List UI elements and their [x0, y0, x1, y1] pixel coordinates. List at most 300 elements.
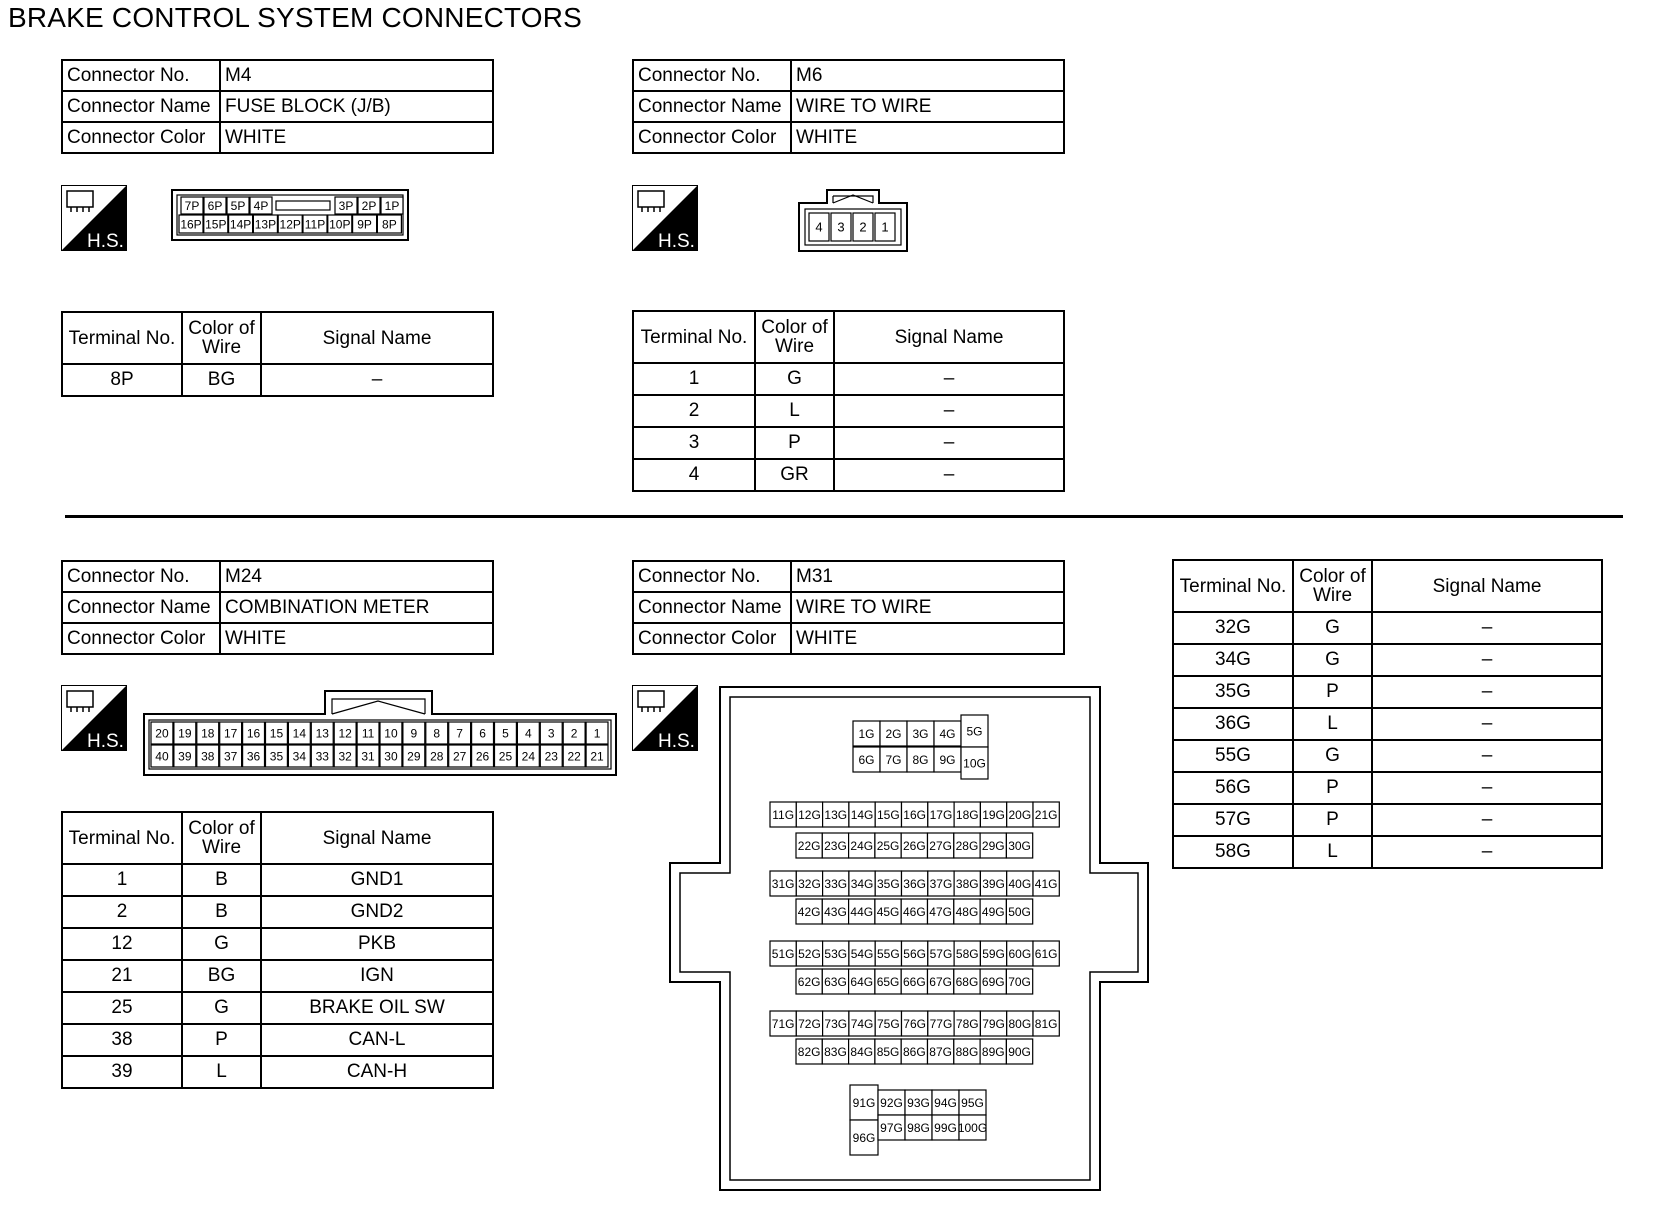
wire-color-cell: P [1293, 676, 1372, 708]
header-signal-name: Signal Name [834, 311, 1064, 363]
pin-label: 8G [912, 752, 929, 767]
connector-pin [278, 215, 302, 233]
label-connector-no: Connector No. [62, 561, 220, 592]
connector-pin [954, 899, 980, 924]
pin-label: 33 [315, 749, 329, 764]
pin-label: 20G [1008, 807, 1032, 822]
pin-label: 54G [850, 946, 874, 961]
signal-name-cell: GND2 [261, 896, 493, 928]
signal-name-cell: – [834, 363, 1064, 395]
connector-pin [901, 899, 927, 924]
wire-color-cell: GR [755, 459, 834, 491]
connector-pin [380, 722, 402, 744]
pin-label: 56G [903, 946, 926, 961]
pin-label: 82G [797, 1044, 821, 1059]
page-title: BRAKE CONTROL SYSTEM CONNECTORS [8, 2, 583, 33]
terminal-no-cell: 36G [1173, 708, 1293, 740]
pin-label: 23 [544, 749, 558, 764]
pin-label: 90G [1008, 1044, 1031, 1059]
connector-pin [875, 899, 901, 924]
connector-pin [381, 197, 403, 214]
wire-color-cell: G [1293, 740, 1372, 772]
pin-label: 27 [452, 749, 467, 764]
header-color-of-wire: Color of Wire [182, 312, 261, 364]
pin-label: 5G [966, 724, 983, 739]
connector-pin [875, 213, 895, 241]
connector-pin [954, 1011, 980, 1036]
signal-name-cell: – [1372, 836, 1602, 868]
terminal-no-cell: 1 [62, 864, 182, 896]
header-terminal-no: Terminal No. [62, 312, 182, 364]
pin-label: 35 [269, 749, 284, 764]
terminal-no-cell: 58G [1173, 836, 1293, 868]
pin-label: 26 [475, 749, 490, 764]
pin-label: 26G [903, 838, 926, 853]
wire-color-cell: B [182, 896, 261, 928]
connector-pin [822, 969, 848, 994]
signal-name-cell: – [1372, 676, 1602, 708]
connector-pin [809, 213, 829, 241]
signal-name-cell: – [1372, 708, 1602, 740]
connector-pin [334, 745, 356, 767]
pin-label: 13P [254, 217, 277, 232]
connector-pin [796, 802, 822, 827]
connector-pin [243, 745, 265, 767]
connector-pin [770, 941, 796, 966]
pin-label: 21 [590, 749, 604, 764]
table-row [1173, 804, 1602, 836]
connector-pin [954, 833, 980, 858]
header-signal-name: Signal Name [261, 812, 493, 864]
connector-pin [357, 722, 379, 744]
pin-label: 34 [292, 749, 307, 764]
pin-label: 13 [315, 726, 329, 741]
connector-pin [928, 941, 954, 966]
connector-name-value: COMBINATION METER [220, 592, 493, 623]
signal-name-cell: – [1372, 740, 1602, 772]
signal-name-cell: – [834, 459, 1064, 491]
terminal-no-cell: 38 [62, 1024, 182, 1056]
connector-pin [328, 215, 352, 233]
connector-pin [980, 899, 1006, 924]
pin-label: 78G [955, 1016, 979, 1031]
pin-label: 10 [384, 726, 398, 741]
table-row [633, 459, 1064, 491]
connector-pin [517, 745, 539, 767]
connector-pin [901, 1039, 927, 1064]
pin-label: 9 [410, 726, 418, 741]
connector-pin [831, 213, 851, 241]
pin-label: 73G [824, 1016, 848, 1031]
pin-label: 58G [955, 946, 979, 961]
connector-pin [1006, 833, 1032, 858]
hs-label: H.S. [87, 231, 124, 251]
pin-label: 91G [852, 1095, 876, 1110]
pin-label: 89G [981, 1044, 1005, 1059]
connector-pin [823, 941, 849, 966]
signal-name-cell: BRAKE OIL SW [261, 992, 493, 1024]
connector-pin [901, 833, 927, 858]
pin-label: 8 [433, 726, 441, 741]
connector-pin [174, 722, 196, 744]
connector-pin [875, 802, 901, 827]
label-connector-name: Connector Name [633, 91, 791, 122]
connector-pin [563, 722, 585, 744]
pin-label: 24G [850, 838, 874, 853]
connector-pin [204, 215, 228, 233]
header-terminal-no: Terminal No. [633, 311, 755, 363]
header-signal-name: Signal Name [1372, 560, 1602, 612]
connector-pin [770, 802, 796, 827]
pin-label: 38G [955, 876, 979, 891]
connector-pin [902, 941, 928, 966]
table-row [1173, 740, 1602, 772]
connector-pin [849, 941, 875, 966]
connector-pin [1033, 871, 1059, 896]
connector-pin [377, 215, 401, 233]
connector-pin [934, 721, 961, 746]
connector-pin [932, 1090, 959, 1115]
pin-label: 5P [230, 198, 246, 213]
signal-name-cell: IGN [261, 960, 493, 992]
harness-side-icon [61, 185, 127, 251]
connector-pin [954, 969, 980, 994]
header-color-of-wire: Color of Wire [755, 311, 834, 363]
connector-face-m31 [668, 685, 1150, 1193]
connector-pin [586, 722, 608, 744]
pin-label: 94G [934, 1095, 957, 1110]
pin-label: 39G [982, 876, 1005, 891]
signal-name-cell: – [1372, 644, 1602, 676]
table-row [62, 960, 493, 992]
connector-pin [449, 722, 471, 744]
pin-label: 10G [963, 756, 986, 771]
pin-label: 4 [815, 219, 823, 235]
table-row [1173, 772, 1602, 804]
pin-label: 29G [981, 838, 1005, 853]
pin-label: 8P [382, 217, 397, 232]
pin-label: 6P [207, 198, 223, 213]
pin-label: 76G [903, 1016, 926, 1031]
connector-pin [928, 833, 954, 858]
connector-pin [954, 802, 980, 827]
pin-label: 48G [955, 904, 979, 919]
connector-color-value: WHITE [220, 623, 493, 654]
connector-pin [853, 213, 873, 241]
label-connector-name: Connector Name [62, 592, 220, 623]
connector-pin [823, 871, 849, 896]
terminal-table-m6 [632, 310, 1065, 492]
pin-label: 98G [907, 1120, 930, 1135]
terminal-no-cell: 2 [62, 896, 182, 928]
pin-label: 2 [859, 219, 867, 235]
connector-pin [426, 722, 448, 744]
pin-label: 3P [338, 198, 354, 213]
terminal-table-m24 [61, 811, 494, 1089]
connector-pin [954, 941, 980, 966]
pin-label: 14G [850, 807, 874, 822]
pin-label: 9G [939, 752, 956, 767]
pin-label: 2 [570, 726, 578, 741]
connector-pin [335, 197, 357, 214]
table-row [62, 992, 493, 1024]
connector-pin [563, 745, 585, 767]
table-row [1173, 644, 1602, 676]
connector-pin [849, 969, 875, 994]
connector-pin [495, 745, 517, 767]
pin-label: 9P [357, 217, 372, 232]
pin-label: 71G [771, 1016, 795, 1031]
connector-pin [495, 722, 517, 744]
connector-pin [822, 833, 848, 858]
pin-label: 13G [824, 807, 848, 822]
label-connector-no: Connector No. [633, 60, 791, 91]
connector-pin [901, 969, 927, 994]
connector-pin [928, 1011, 954, 1036]
pin-label: 65G [876, 974, 900, 989]
connector-pin [227, 197, 249, 214]
connector-pin [961, 715, 988, 747]
connector-pin [905, 1115, 932, 1140]
connector-name-value: WIRE TO WIRE [791, 91, 1064, 122]
pin-label: 14P [229, 217, 252, 232]
connector-pin [253, 215, 277, 233]
label-connector-color: Connector Color [62, 122, 220, 153]
pin-label: 1G [858, 726, 875, 741]
pin-label: 27G [929, 838, 952, 853]
connector-pin [980, 941, 1006, 966]
wire-color-cell: G [1293, 644, 1372, 676]
connector-pin [928, 899, 954, 924]
connector-pin [403, 722, 425, 744]
pin-label: 41G [1034, 876, 1058, 891]
signal-name-cell: – [834, 395, 1064, 427]
pin-label: 6 [479, 726, 486, 741]
terminal-no-cell: 25 [62, 992, 182, 1024]
connector-pin [181, 197, 203, 214]
connector-pin [822, 1039, 848, 1064]
connector-pin [250, 197, 272, 214]
connector-pin [426, 745, 448, 767]
harness-side-icon [632, 185, 698, 251]
connector-face-m24 [142, 689, 618, 777]
connector-pin [174, 745, 196, 767]
pin-label: 52G [798, 946, 821, 961]
label-connector-name: Connector Name [62, 91, 220, 122]
connector-pin [151, 722, 173, 744]
pin-label: 75G [877, 1016, 900, 1031]
connector-name-value: WIRE TO WIRE [791, 592, 1064, 623]
pin-label: 74G [850, 1016, 874, 1031]
pin-label: 92G [880, 1095, 903, 1110]
connector-pin [358, 197, 380, 214]
connector-pin [197, 722, 219, 744]
pin-label: 43G [824, 904, 847, 919]
connector-pin [1033, 802, 1059, 827]
label-connector-color: Connector Color [633, 623, 791, 654]
wire-color-cell: BG [182, 960, 261, 992]
connector-color-value: WHITE [791, 623, 1064, 654]
connector-pin [980, 1011, 1006, 1036]
header-terminal-no: Terminal No. [1173, 560, 1293, 612]
pin-label: 49G [981, 904, 1005, 919]
pin-label: 19 [178, 726, 192, 741]
pin-label: 42G [797, 904, 821, 919]
pin-label: 15G [877, 807, 900, 822]
connector-pin [796, 833, 822, 858]
pin-label: 88G [955, 1044, 979, 1059]
connector-pin [1006, 899, 1032, 924]
connector-pin [850, 1120, 878, 1155]
connector-pin [357, 745, 379, 767]
signal-name-cell: PKB [261, 928, 493, 960]
table-row [633, 395, 1064, 427]
pin-label: 6G [858, 752, 875, 767]
header-color-of-wire: Color of Wire [182, 812, 261, 864]
connector-pin [380, 745, 402, 767]
terminal-no-cell: 1 [633, 363, 755, 395]
label-connector-color: Connector Color [633, 122, 791, 153]
connector-pin [849, 833, 875, 858]
pin-label: 16P [180, 217, 202, 232]
pin-label: 44G [850, 904, 874, 919]
pin-label: 69G [981, 974, 1005, 989]
connector-pin [959, 1090, 986, 1115]
pin-label: 30G [1008, 838, 1031, 853]
pin-label: 38 [201, 749, 215, 764]
connector-pin [980, 1039, 1006, 1064]
connector-pin [875, 1011, 901, 1036]
connector-pin [540, 722, 562, 744]
pin-label: 96G [852, 1130, 876, 1145]
connector-pin [875, 833, 901, 858]
wire-color-cell: L [182, 1056, 261, 1088]
wire-color-cell: G [182, 992, 261, 1024]
pin-label: 4P [253, 198, 269, 213]
connector-info-m24 [61, 560, 494, 655]
pin-label: 67G [929, 974, 952, 989]
pin-label: 14 [292, 726, 307, 741]
pin-label: 59G [982, 946, 1005, 961]
pin-label: 37 [223, 749, 238, 764]
connector-pin [958, 1115, 987, 1140]
harness-side-icon [61, 685, 127, 751]
connector-pin [1007, 802, 1033, 827]
pin-label: 31 [361, 749, 375, 764]
wire-color-cell: G [1293, 612, 1372, 644]
connector-pin [905, 1090, 932, 1115]
table-row [62, 928, 493, 960]
connector-pin [822, 899, 848, 924]
connector-pin [849, 899, 875, 924]
pin-label: 35G [877, 876, 900, 891]
hs-label: H.S. [658, 731, 695, 751]
header-signal-name: Signal Name [261, 312, 493, 364]
pin-label: 46G [903, 904, 926, 919]
pin-label: 77G [929, 1016, 953, 1031]
pin-label: 16G [903, 807, 926, 822]
pin-label: 11G [772, 807, 795, 822]
connector-pin [902, 1011, 928, 1036]
pin-label: 24 [521, 749, 536, 764]
connector-pin [770, 1011, 796, 1036]
connector-pin [878, 1090, 905, 1115]
connector-pin [403, 745, 425, 767]
connector-pin [586, 745, 608, 767]
pin-label: 72G [798, 1016, 821, 1031]
connector-pin [850, 1085, 878, 1120]
label-connector-name: Connector Name [633, 592, 791, 623]
table-row [633, 363, 1064, 395]
pin-label: 7G [885, 752, 902, 767]
connector-pin [796, 1011, 822, 1036]
pin-label: 23G [824, 838, 847, 853]
wire-color-cell: G [182, 928, 261, 960]
pin-label: 3 [837, 219, 845, 235]
pin-label: 3 [547, 726, 555, 741]
connector-pin [1007, 941, 1033, 966]
pin-label: 50G [1008, 904, 1031, 919]
connector-pin [980, 871, 1006, 896]
pin-label: 28G [955, 838, 979, 853]
connector-pin [243, 722, 265, 744]
pin-label: 17G [929, 807, 953, 822]
connector-pin [796, 871, 822, 896]
table-row [1173, 836, 1602, 868]
pin-label: 45G [876, 904, 900, 919]
connector-pin [1033, 941, 1059, 966]
connector-pin [288, 722, 310, 744]
connector-pin [197, 745, 219, 767]
pin-label: 15 [269, 726, 284, 741]
pin-label: 19G [982, 807, 1005, 822]
pin-label: 28 [430, 749, 444, 764]
pin-label: 2G [885, 726, 902, 741]
connector-pin [880, 721, 907, 746]
connector-info-m4 [61, 59, 494, 154]
connector-pin [266, 722, 288, 744]
wire-color-cell: BG [182, 364, 261, 396]
pin-label: 53G [824, 946, 848, 961]
pin-label: 1P [384, 198, 400, 213]
pin-label: 11P [304, 217, 326, 232]
pin-label: 20 [155, 726, 169, 741]
pin-label: 4G [939, 726, 956, 741]
pin-label: 63G [824, 974, 847, 989]
connector-pin [961, 747, 988, 779]
connector-pin [928, 802, 954, 827]
terminal-no-cell: 35G [1173, 676, 1293, 708]
connector-pin [823, 802, 849, 827]
pin-label: 95G [961, 1095, 984, 1110]
connector-pin [311, 722, 333, 744]
pin-label: 36G [903, 876, 926, 891]
pin-label: 84G [850, 1044, 874, 1059]
label-connector-no: Connector No. [62, 60, 220, 91]
pin-label: 37G [929, 876, 953, 891]
table-row [1173, 612, 1602, 644]
wire-color-cell: L [1293, 836, 1372, 868]
connector-pin [796, 1039, 822, 1064]
connector-face-m6 [797, 189, 909, 253]
pin-label: 12 [338, 726, 352, 741]
pin-label: 3G [912, 726, 929, 741]
connector-pin [517, 722, 539, 744]
pin-label: 97G [880, 1120, 903, 1135]
pin-label: 99G [934, 1120, 957, 1135]
header-color-of-wire: Color of Wire [1293, 560, 1372, 612]
connector-pin [928, 1039, 954, 1064]
